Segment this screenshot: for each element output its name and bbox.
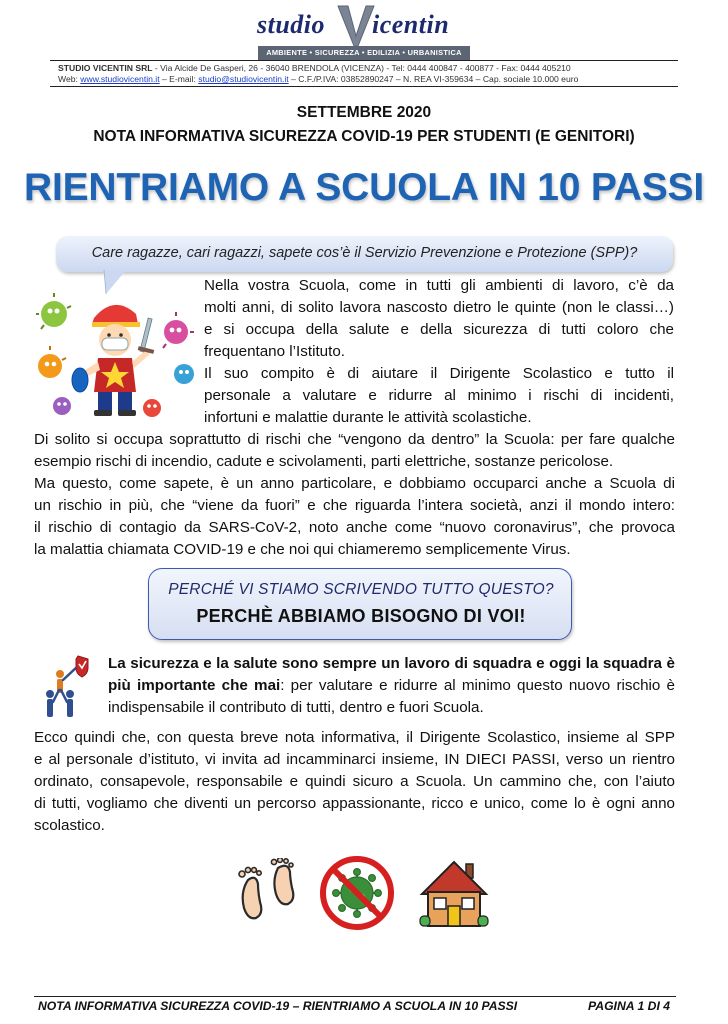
bold-phrase: più importante che mai	[108, 677, 281, 694]
document-date: SETTEMBRE 2020	[296, 104, 432, 121]
text-line: Il suo compito è di aiutare il Dirigente Scolastico e tutto il	[204, 365, 674, 382]
text-line: e si occupa della salute e della sicurezza di tutti coloro che	[204, 321, 674, 338]
virus-icon	[143, 399, 161, 417]
text-line: Di solito si occupa soprattutto di rischi che “vengono da dentro” la Scuola: per fare qualche	[34, 431, 675, 448]
company-contact-line	[58, 74, 670, 85]
logo-word-vicentin: icentin	[372, 10, 450, 39]
text-line: la malattia chiamata COVID-19 e che noi qui chiameremo semplicemente Virus.	[34, 541, 571, 558]
text-line: frequentano l’Istituto.	[204, 343, 345, 360]
tax-info: – C.F./P.IVA: 03852890247 – N. REA VI-359634 – Cap. sociale 10.000 euro	[288, 74, 579, 84]
web-label: Web:	[58, 74, 81, 84]
text-fragment: : per valutare e ridurre al minimo questo nuovo rischio è	[280, 677, 675, 694]
email-label: – E-mail:	[159, 74, 199, 84]
callout-box	[148, 568, 572, 640]
header-rule-bottom	[50, 86, 678, 87]
virus-icon	[163, 312, 194, 348]
text-line: Ma questo, come sapete, è un anno particolare, e dobbiamo occuparci anche a Scuola di	[34, 475, 675, 492]
text-line: molti anni, di solito lavora nascosto dietro le quinte (non le classi…)	[204, 299, 674, 316]
text-line: di tutti, vogliamo che diventi un percorso appassionante, ricco e unico, come lo è ogni anno	[34, 795, 675, 812]
text-line: e al personale d’istituto, vi invita ad incamminarci insieme, IN DIECI PASSI, verso un rientro	[34, 751, 675, 768]
logo-v-mark	[336, 4, 376, 48]
closing-paragraph	[34, 727, 675, 837]
no-virus-icon	[318, 854, 396, 932]
text-line: personale a valutare e ridurre al minimo i rischi di incidenti,	[204, 387, 674, 404]
teamwork-pyramid-icon	[38, 650, 102, 720]
text-line: un rischio in più, che “viene da fuori” e che riguarda l’intera società, anzi il mondo intero:	[34, 497, 675, 514]
company-address-line	[58, 63, 670, 74]
main-paragraph	[34, 429, 675, 561]
callout-question: PERCHÉ VI STIAMO SCRIVENDO TUTTO QUESTO?	[168, 581, 554, 598]
question-banner	[56, 236, 673, 272]
company-name: STUDIO VICENTIN SRL	[58, 63, 153, 73]
question-banner-text: Care ragazze, cari ragazzi, sapete cos’è il Servizio Prevenzione e Protezione (SPP)?	[91, 245, 638, 261]
company-logo	[0, 4, 728, 60]
text-line: infortuni e malattie durante le attività scolastiche.	[204, 409, 532, 426]
virus-icon	[174, 364, 194, 384]
text-line: Ecco quindi che, con questa breve nota informativa, il Dirigente Scolastico, insieme al SPP	[34, 729, 675, 746]
footprints-icon	[232, 858, 302, 928]
text-line: indispensabile il contributo di tutti, dentro e fuori Scuola.	[108, 699, 484, 716]
callout-answer: PERCHÈ ABBIAMO BISOGNO DI VOI!	[196, 606, 526, 626]
email-link[interactable]: studio@studiovicentin.it	[198, 74, 289, 84]
text-line: ordinato, consapevole, responsabile e quindi sicuro a Scuola. Un cammino che, con l’aiuto	[34, 773, 675, 790]
text-line	[108, 675, 675, 697]
intro-paragraph	[204, 275, 674, 429]
kid-fighting-viruses-illustration	[36, 288, 200, 420]
footer-title: NOTA INFORMATIVA SICUREZZA COVID-19 – RIENTRIAMO A SCUOLA IN 10 PASSI	[38, 999, 518, 1013]
document-subtitle: NOTA INFORMATIVA SICUREZZA COVID-19 PER STUDENTI (E GENITORI)	[93, 128, 635, 145]
logo-tagline: AMBIENTE • SICUREZZA • EDILIZIA • URBANISTICA	[258, 46, 470, 60]
text-line: La sicurezza e la salute sono sempre un lavoro di squadra e oggi la squadra è	[108, 655, 675, 672]
company-info	[58, 63, 670, 85]
text-line: scolastico.	[34, 817, 105, 834]
page-number: PAGINA 1 DI 4	[588, 999, 670, 1013]
virus-icon	[36, 346, 66, 378]
text-line: esempio rischi di incendio, cadute e scivolamenti, parti elettriche, sostanze pericolose.	[34, 453, 614, 470]
company-address: - Via Alcide De Gasperi, 26 - 36040 BRENDOLA (VICENZA) - Tel: 0444 400847 - 400877 - Fax: 0444 405210	[152, 63, 571, 73]
page-title: RIENTRIAMO A SCUOLA IN 10 PASSI	[24, 166, 704, 209]
teamwork-paragraph	[108, 653, 675, 719]
logo-word-studio: studio	[257, 10, 326, 39]
virus-icon	[36, 293, 71, 329]
header-rule-top	[50, 60, 678, 61]
text-line: il rischio di contagio da SARS-CoV-2, noto anche come “nuovo coronavirus”, che provoca	[34, 519, 675, 536]
website-link[interactable]: www.studiovicentin.it	[80, 74, 160, 84]
school-house-icon	[418, 856, 490, 930]
virus-icon	[53, 397, 71, 415]
footer-rule	[34, 996, 676, 997]
kid-figure	[72, 305, 154, 416]
text-line: Nella vostra Scuola, come in tutti gli ambienti di lavoro, c’è da	[204, 277, 674, 294]
